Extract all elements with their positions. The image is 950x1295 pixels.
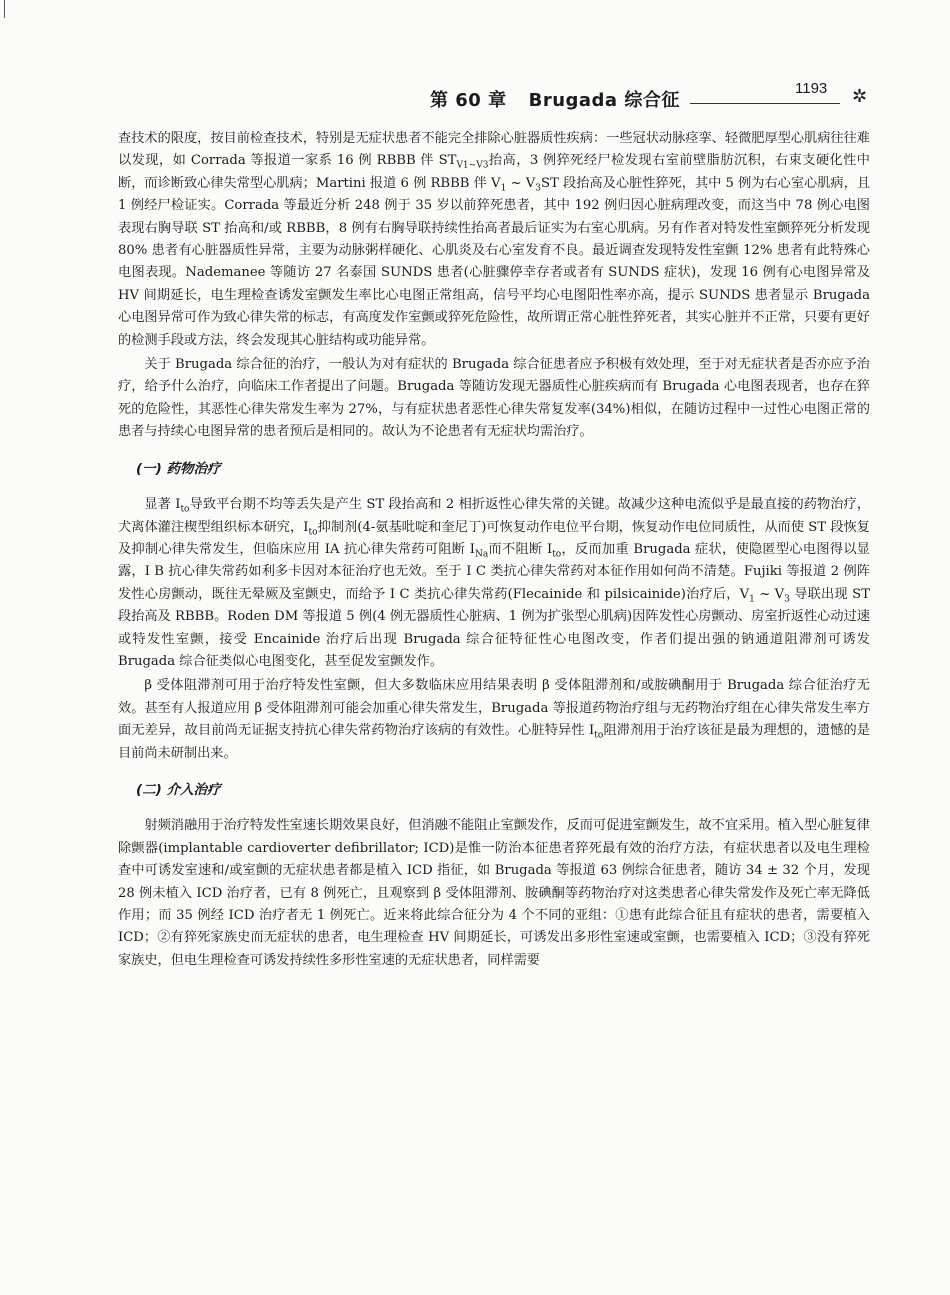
section-heading-interventional: (二) 介入治疗 bbox=[136, 781, 221, 798]
ornament-icon: ✲ bbox=[852, 86, 868, 107]
chapter-label: 第 60 章 bbox=[430, 90, 507, 111]
chapter-title: Brugada 综合征 bbox=[528, 90, 680, 111]
header-rule bbox=[690, 103, 840, 104]
paragraph-3: 显著 $I_{to}$导致平台期不均等丢失是产生 ST 段抬高和 2 相折返性心律失常的关键。故减少这种电流似乎是最直接的药物治疗，犬离体灌注楔型组织标本研究，$I_{to}$抑制剂(4-氨基吡啶和奎尼丁)可恢复动作电位平台期，恢复动作电位同质性，从而使 ST 段恢复及抑制心律失常发生，但临床应用 IA 抗心律失常药可阻断 $I_{Na}$而不阻断 $I_{to}$，反而加重 Brugada 症状，使隐匿型心电图得以显露，I B 抗心律失常药如利多卡因对本征治疗也无效。至于 I C 类抗心律失常药对本征作用如何尚不清楚。Fujiki 等报道 2 例阵发性心房颤动，既往无晕厥及室颤史，而给予 I C 类抗心律失常药(Flecainide 和 pilsicainide)治疗后，$V_1$ ~ $V_3$ 导联出现 ST 段抬高及 RBBB。Roden DM 等报道 5 例(4 例无器质性心脏病、1 例为扩张型心肌病)因阵发性心房颤动、房室折返性心动过速或特发性室颤，接受 Encainide 治疗后出现 Brugada 综合征特征性心电图改变，作者们提出强的钠通道阻滞剂可诱发 Brugada 综合征类似心电图变化，甚至促发室颤发作。 bbox=[118, 497, 871, 669]
page-number: 1193 bbox=[795, 80, 828, 97]
page-header bbox=[0, 0, 950, 120]
page-body bbox=[118, 128, 870, 972]
paragraph-1: 查技术的限度，按目前检查技术，特别是无症状患者不能完全排除心脏器质性疾病：一些冠状动脉痉挛、轻微肥厚型心肌病往往难以发现，如 Corrada 等报道一家系 16 例 RBBB 伴 $ST_{V1\sim V3}$抬高，3 例猝死经尸检发现右室前壁脂肪沉积，右束支硬化性中断，而诊断致心律失常型心肌病；Martini 报道 6 例 RBBB 伴 $V_1$ ~ $V_3ST$ 段抬高及心脏性猝死，其中 5 例为右心室心肌病，且 1 例经尸检证实。Corrada 等最近分析 248 例于 35 岁以前猝死患者，其中 192 例归因心脏病理改变，而这当中 78 例心电图表现右胸导联 ST 抬高和/或 RBBB，8 例有右胸导联持续性抬高者最后证实为右室心肌病。另有作者对特发性室颤猝死分析发现 80% 患者有心脏器质性异常，主要为动脉粥样硬化、心肌炎及右心室发育不良。最近调查发现特发性室颤 12% 患者有此特殊心电图表现。Nademanee 等随访 27 名泰国 SUNDS 患者(心脏骤停幸存者或者有 SUNDS 症状)，发现 16 例有心电图异常及 HV 间期延长，电生理检查诱发室颤发生率比心电图正常组高，信号平均心电图阳性率亦高，提示 SUNDS 患者显示 Brugada 心电图异常可作为致心律失常的标志，有高度发作室颤或猝死危险性，故所谓正常心脏性猝死者，其实心脏并不正常，只要有更好的检测手段或方法，终会发现其心脏结构或功能异常。 bbox=[118, 131, 871, 348]
paragraph-4: β 受体阻滞剂可用于治疗特发性室颤，但大多数临床应用结果表明 β 受体阻滞剂和/或胺碘酮用于 Brugada 综合征治疗无效。甚至有人报道应用 β 受体阻滞剂可能会加重心律失常发生，Brugada 等报道药物治疗组与无药物治疗组在心律失常发生率方面无差异，故目前尚无证据支持抗心律失常药物治疗该病的有效性。心脏特异性 $I_{to}$阻滞剂用于治疗该征是最为理想的，遗憾的是目前尚未研制出来。 bbox=[118, 678, 871, 761]
paragraph-2: 关于 Brugada 综合征的治疗，一般认为对有症状的 Brugada 综合征患者应予积极有效处理，至于对无症状者是否亦应予治疗，给予什么治疗，向临床工作者提出了问题。Brugada 等随访发现无器质性心脏疾病而有 Brugada 心电图表现者，也存在猝死的危险性，其恶性心律失常发生率为 27%，与有症状患者恶性心律失常复发率(34%)相似，在随访过程中一过性心电图正常的患者与持续心电图异常的患者预后是相同的。故认为不论患者有无症状均需治疗。 bbox=[118, 357, 870, 440]
paragraph-5: 射频消融用于治疗特发性室速长期效果良好，但消融不能阻止室颤发作，反而可促进室颤发生，故不宜采用。植入型心脏复律除颤器(implantable cardioverter defibrillator; ICD)是惟一防治本征患者猝死最有效的治疗方法，有症状患者以及电生理检查中可诱发室速和/或室颤的无症状患者都是植入 ICD 指征，如 Brugada 等报道 63 例综合征患者，随访 34 ± 32 个月，发现 28 例未植入 ICD 治疗者，已有 8 例死亡，且观察到 β 受体阻滞剂、胺碘酮等药物治疗对这类患者心律失常发作及死亡率无降低作用；而 35 例经 ICD 治疗者无 1 例死亡。近来将此综合征分为 4 个不同的亚组：①患有此综合征且有症状的患者，需要植入 ICD；②有猝死家族史而无症状的患者，电生理检查 HV 间期延长，可诱发出多形性室速或室颤，也需要植入 ICD；③没有猝死家族史，但电生理检查可诱发持续性多形性室速的无症状患者，同样需要 bbox=[118, 818, 870, 968]
section-heading-drug: (一) 药物治疗 bbox=[136, 460, 221, 477]
running-title bbox=[430, 86, 680, 112]
